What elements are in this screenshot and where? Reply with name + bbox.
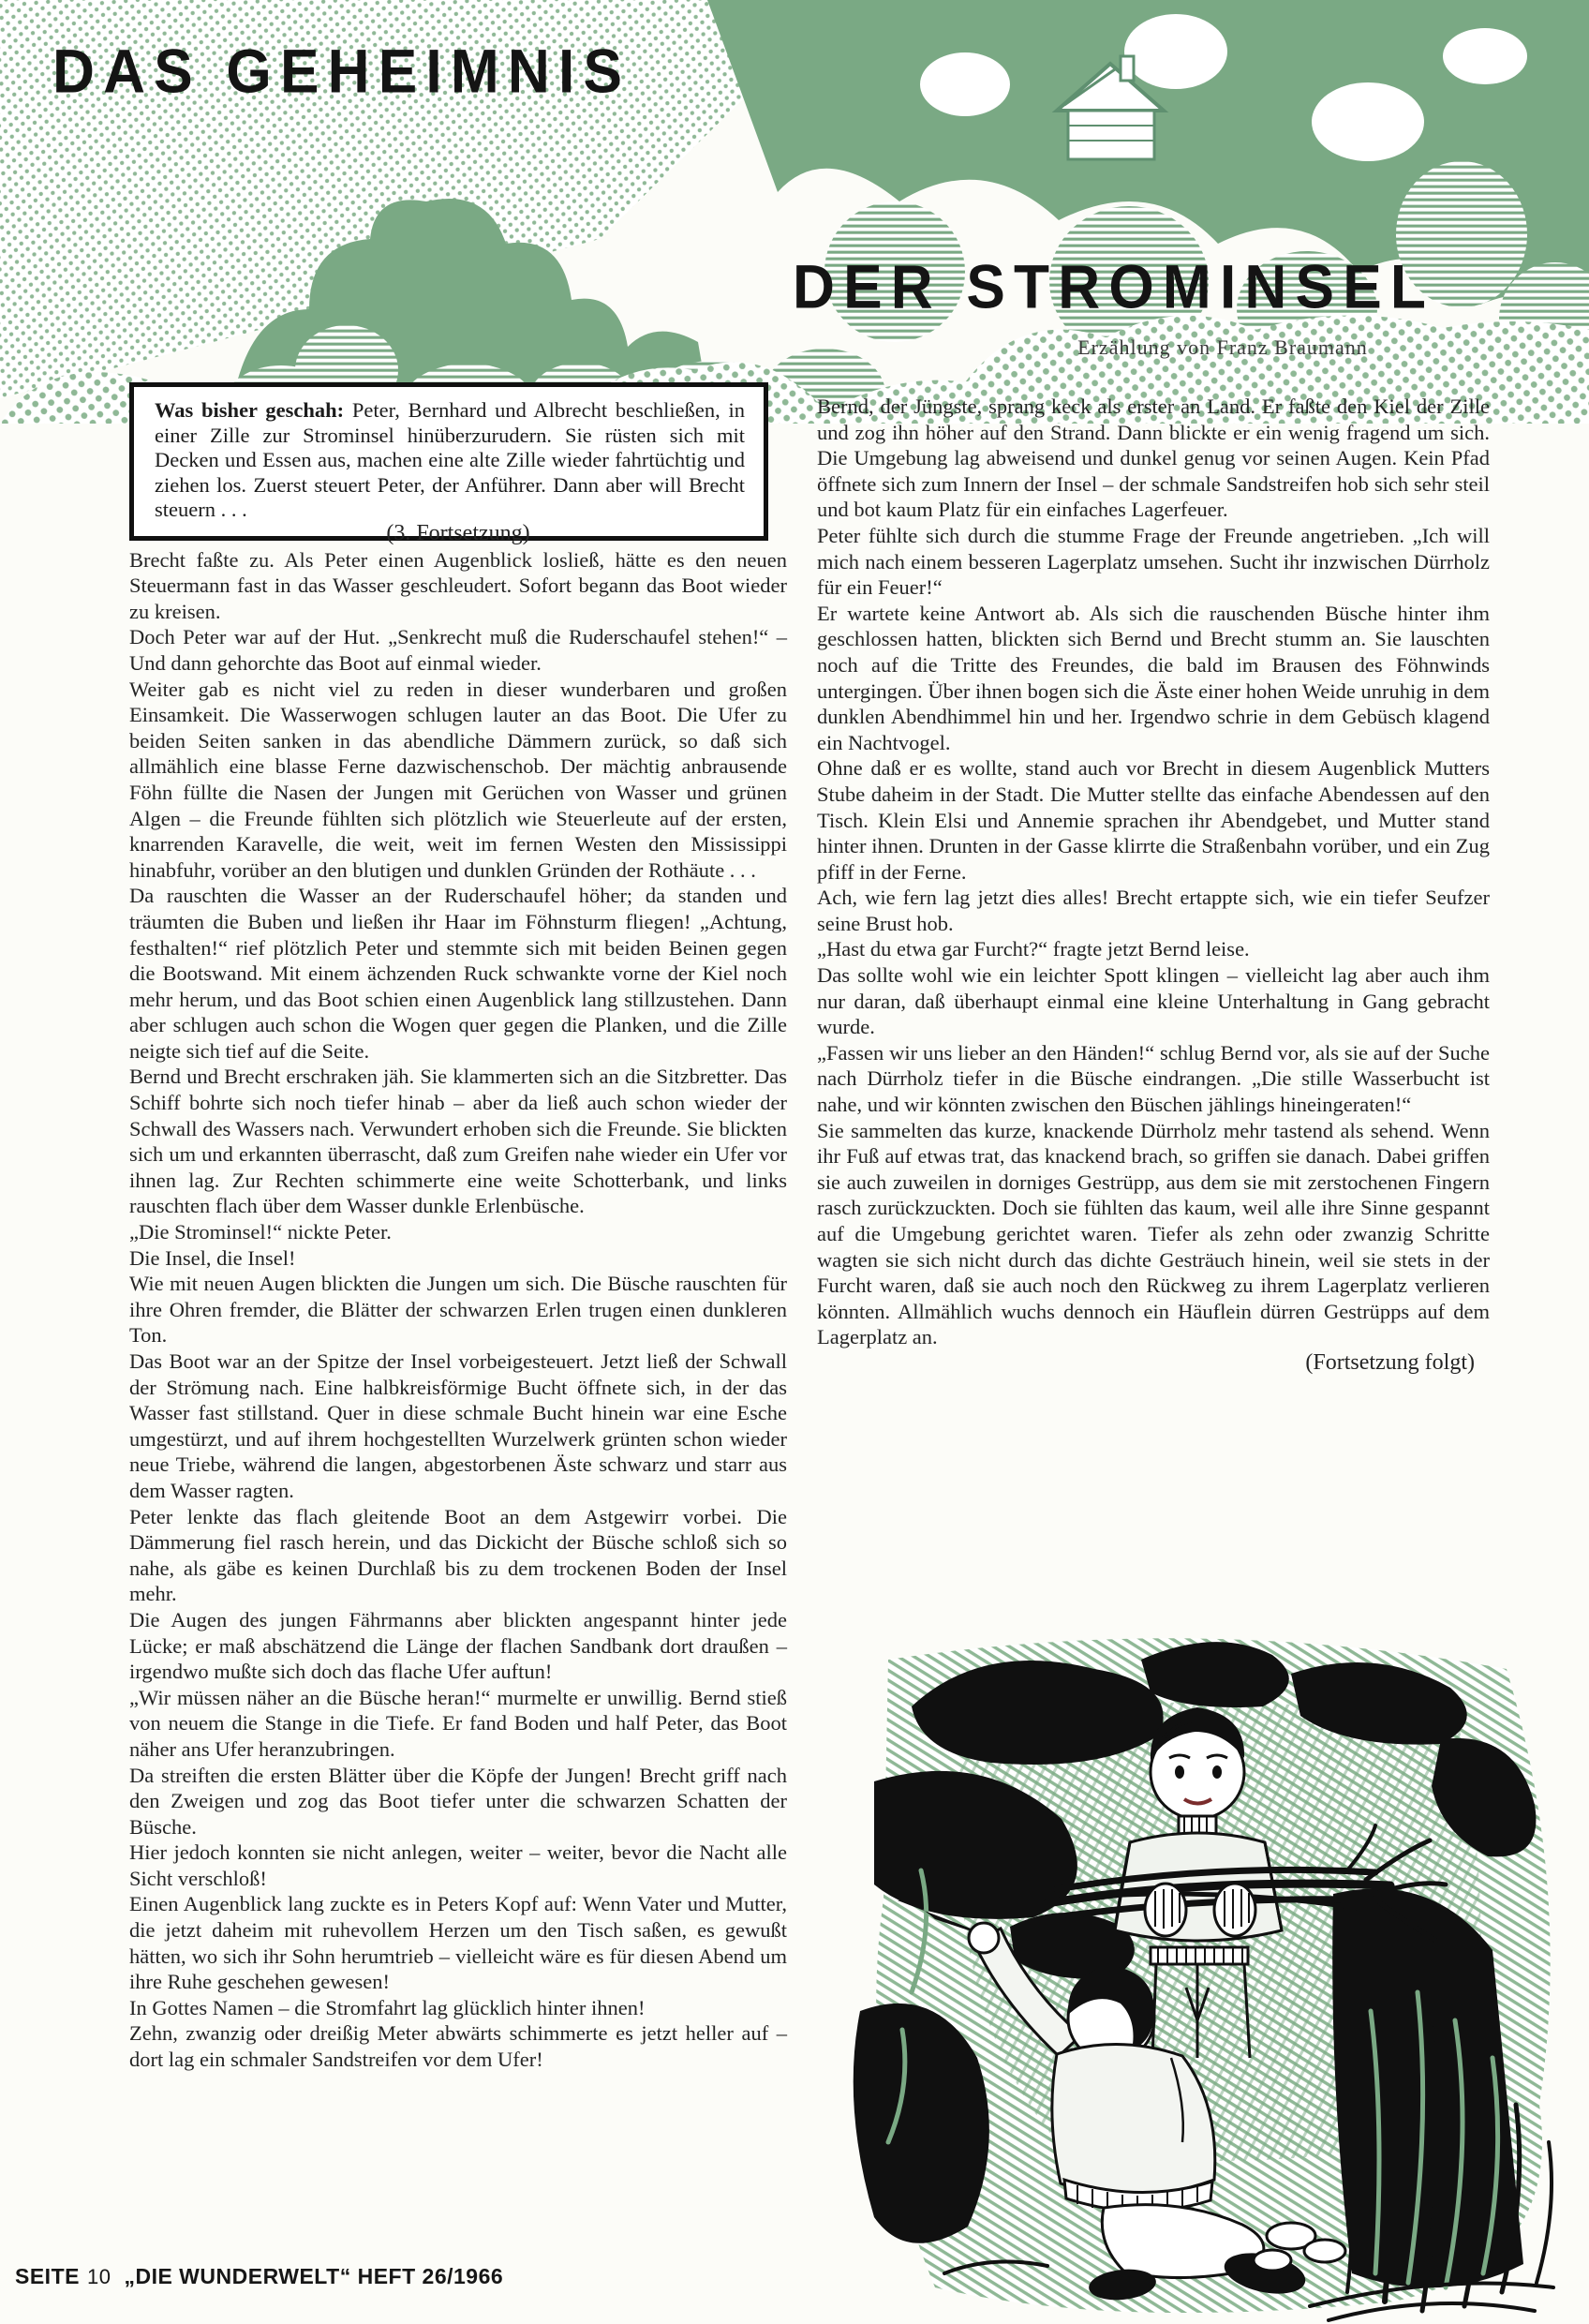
story-byline: Erzählung von Franz Braumann bbox=[1077, 335, 1368, 359]
story-paragraph: Weiter gab es nicht viel zu reden in dieser wunderbaren und großen Einsamkeit. Die Wasserwogen schlugen lauter an das Boot. Die Ufer zu beiden Seiten sanken in das abendliche Dämmern zurück, so daß sich allmählich eine blasse Ferne dazwischenschob. Der mächtig anbrausende Föhn füllte die Nasen der Jungen mit Gerüchen von Wasser und grünen Algen – die Freunde fühlten sich plötzlich wie Steuerleute auf der ersten, knarrenden Karavelle, die weit, weit im fernen Westen den Mississippi hinabfuhr, vorüber an den blutigen und dunklen Gründen der Rothäute . . . bbox=[129, 677, 787, 882]
story-paragraph: Da streiften die ersten Blätter über die Köpfe der Jungen! Brecht griff nach den Zweigen und zog das Boot tiefer unter die schwarzen Schatten der Büsche. bbox=[129, 1763, 787, 1839]
recap-text: Peter, Bernhard und Albrecht beschließen, in einer Zille zur Strominsel hinüberzurudern. Sie rüsten sich mit Decken und Essen aus, machen eine alte Zille wieder fahrtüchtig und ziehen los. Zuerst steuert Peter, der Anführer. Dann aber will Brecht steuern . . . bbox=[155, 398, 745, 521]
story-paragraph: „Die Strominsel!“ nickte Peter. bbox=[129, 1220, 392, 1244]
story-paragraph: Wie mit neuen Augen blickten die Jungen um sich. Die Büsche rauschten für ihre Ohren fremder, die Blätter der schwarzen Erlen trugen einen dunkleren Ton. bbox=[129, 1272, 787, 1348]
continuation-note: (Fortsetzung folgt) bbox=[1305, 1349, 1475, 1375]
footer-page-number: 10 bbox=[86, 2265, 111, 2288]
recap-lead: Was bisher geschah: bbox=[155, 398, 345, 422]
story-paragraph: Peter lenkte das flach gleitende Boot an dem Astgewirr vorbei. Die Dämmerung fiel rasch herein, und das Dickicht der Büsche schloß sich so nahe, als gäbe es keinen Durchlaß bis zu dem trockenen Boden der Insel mehr. bbox=[129, 1504, 787, 1606]
right-column-paragraphs bbox=[817, 394, 1490, 1350]
story-paragraph: Er wartete keine Antwort ab. Als sich die rauschenden Büsche hinter ihm geschlossen hatten, blickten sich Bernd und Brecht stumm an. Sie lauschten noch auf die Tritte des Freundes, die bald im Brausen des Föhnwinds untergingen. Über ihnen bogen sich die Äste einer hohen Weide unruhig in dem dunklen Abendhimmel hin und her. Irgendwo schrie in dem Gebüsch klagend ein Nachtvogel. bbox=[817, 601, 1490, 754]
story-paragraph: Brecht faßte zu. Als Peter einen Augenblick losließ, hätte es den neuen Steuermann fast in das Wasser geschleudert. Sofort begann das Boot wieder zu kreisen. bbox=[129, 547, 787, 623]
story-paragraph: Ohne daß er es wollte, stand auch vor Brecht in diesem Augenblick Mutters Stube daheim in der Stadt. Die Mutter stellte das einfache Abendessen auf den Tisch. Klein Elsi und Annemie sprachen ihr Abendgebet, und Mutter stand hinter ihnen. Drunten in der Gasse klirrte die Straßenbahn vorüber, und ein Zug pfiff in der Ferne. bbox=[817, 756, 1490, 884]
footer-issue: „DIE WUNDERWELT“ HEFT 26/1966 bbox=[124, 2264, 504, 2288]
story-paragraph: Hier jedoch konnten sie nicht anlegen, weiter – weiter, bevor die Nacht alle Sicht verschloß! bbox=[129, 1840, 787, 1890]
left-column-paragraphs bbox=[129, 547, 787, 2073]
story-paragraph: Da rauschten die Wasser an der Ruderschaufel höher; da standen und träumten die Buben und ließen ihr Haar im Föhnsturm fliegen! „Achtung, festhalten!“ rief plötzlich Peter und stemmte sich mit beiden Beinen gegen die Bootswand. Mit einem ächzenden Ruck schwankte vorne der Kiel noch mehr herum, und das Boot schien einen Augenblick lang stillzustehen. Dann aber schlugen auch schon die Wogen quer gegen die Planken, und die Zille neigte sich tief auf die Seite. bbox=[129, 884, 787, 1063]
story-paragraph: Einen Augenblick lang zuckte es in Peters Kopf auf: Wenn Vater und Mutter, die jetzt daheim mit ruhevollem Herzen um den Tisch saßen, es gewußt hätten, wo sich ihr Sohn herumtrieb – vielleicht wäre es für diesen Abend um ihre Ruhe geschehen gewesen! bbox=[129, 1892, 787, 1994]
page-footer bbox=[15, 2264, 503, 2289]
story-column-right bbox=[817, 394, 1490, 1377]
story-paragraph: Sie sammelten das kurze, knackende Dürrholz mehr tastend als sehend. Wenn ihr Fuß auf etwas trat, das knackend brach, so griffen sie danach. Dabei griffen sie auch zuweilen in dorniges Gestrüpp, aus dem sie mit zerstochenen Fingern rasch zurückzuckten. Doch sie fühlten das kaum, weil alle ihre Sinne gespannt auf die Umgebung gerichtet waren. Tiefer als zehn oder zwanzig Schritte wagten sie sich nicht durch das dichte Gesträuch hinein, weil sie stets in der Furcht waren, daß sie auch noch den Rückweg zu ihrem Lagerplatz verlieren könnten. Allmählich wuchs dennoch ein Häuflein dürren Gestrüpps auf dem Lagerplatz an. bbox=[817, 1118, 1490, 1349]
story-paragraph: Bernd und Brecht erschraken jäh. Sie klammerten sich an die Sitzbretter. Das Schiff bohrte sich noch tiefer hinab – aber da ließ auch schon wieder der Schwall des Wassers nach. Verwundert erhoben sich die Freunde. Sie blickten sich um und erkannten überrascht, daß zum Greifen nahe wieder ein Ufer vor ihnen lag. Zur Rechten schimmerte eine weite Schotterbank, und links rauschten flach über dem Wasser dunkle Erlenbüsche. bbox=[129, 1065, 787, 1218]
story-illustration bbox=[823, 1617, 1583, 2324]
story-column-left bbox=[129, 521, 787, 2073]
story-paragraph: Doch Peter war auf der Hut. „Senkrecht muß die Ruderschaufel stehen!“ – Und dann gehorchte das Boot auf einmal wieder. bbox=[129, 625, 787, 675]
footer-page-label: SEITE bbox=[15, 2264, 80, 2288]
story-paragraph: „Hast du etwa gar Furcht?“ fragte jetzt Bernd leise. bbox=[817, 937, 1250, 961]
story-paragraph: „Wir müssen näher an die Büsche heran!“ murmelte er unwillig. Bernd stieß von neuem die Stange in die Tiefe. Er fand Boden und half Peter, das Boot näher ans Ufer heranzubringen. bbox=[129, 1685, 787, 1761]
story-paragraph: Das Boot war an der Spitze der Insel vorbeigesteuert. Jetzt ließ der Schwall der Strömung nach. Eine halbkreisförmige Bucht öffnete sich, in der das Wasser fast stillstand. Quer in diese schmale Bucht hinein war eine Esche umgestürzt, und auf ihrem hochgestellten Wurzelwerk grünten schon wieder neue Triebe, während die langen, abgestorbenen Äste schwarz und starr aus dem Wasser ragten. bbox=[129, 1349, 787, 1502]
story-paragraph: Bernd, der Jüngste, sprang keck als erster an Land. Er faßte den Kiel der Zille und zog ihn höher auf den Strand. Dann blickte er ein wenig fragend um sich. Die Umgebung lag abweisend und dunkel genug vor seinen Augen. Kein Pfad öffnete sich zum Innern der Insel – der schmale Sandstreifen hob sich sehr steil und bot kaum Platz für ein einfaches Lagerfeuer. bbox=[817, 395, 1490, 522]
story-paragraph: Zehn, zwanzig oder dreißig Meter abwärts schimmerte es jetzt heller auf – dort lag ein schmaler Sandstreifen vor dem Ufer! bbox=[129, 2021, 787, 2072]
page-title-line2: DER STROMINSEL bbox=[793, 252, 1435, 321]
page-title-line1: DAS GEHEIMNIS bbox=[52, 37, 631, 106]
boys-gathering-wood-art bbox=[823, 1617, 1583, 2324]
story-paragraph: Das sollte wohl wie ein leichter Spott klingen – vielleicht lag aber auch ihm nur daran, daß überhaupt einmal eine kleine Unterhaltung in Gang gebracht wurde. bbox=[817, 963, 1490, 1039]
story-paragraph: In Gottes Namen – die Stromfahrt lag glücklich hinter ihnen! bbox=[129, 1995, 646, 2019]
story-paragraph: Ach, wie fern lag jetzt dies alles! Brecht ertappte sich, wie ein tiefer Seufzer seine Brust hob. bbox=[817, 886, 1490, 935]
recap-box bbox=[129, 382, 768, 541]
story-paragraph: Die Insel, die Insel! bbox=[129, 1245, 296, 1270]
story-paragraph: Peter fühlte sich durch die stumme Frage der Freunde angetrieben. „Ich will mich nach einem besseren Lagerplatz umsehen. Sucht ihr inzwischen Dürrholz für ein Feuer!“ bbox=[817, 523, 1490, 600]
story-paragraph: Die Augen des jungen Fährmanns aber blickten angespannt hinter jede Lücke; er maß abschätzend die Länge der flachen Sandbank dort draußen – irgendwo mußte sich doch das flache Ufer auftun! bbox=[129, 1607, 787, 1684]
section-heading: (3. Fortsetzung) bbox=[386, 521, 530, 545]
story-paragraph: „Fassen wir uns lieber an den Händen!“ schlug Bernd vor, als sie auf der Suche nach Dürrholz tiefer in die Büsche eindrangen. „Die stille Wasserbucht ist nahe, und wir könnten zwischen den Büschen jählings hineingeraten!“ bbox=[817, 1040, 1490, 1117]
